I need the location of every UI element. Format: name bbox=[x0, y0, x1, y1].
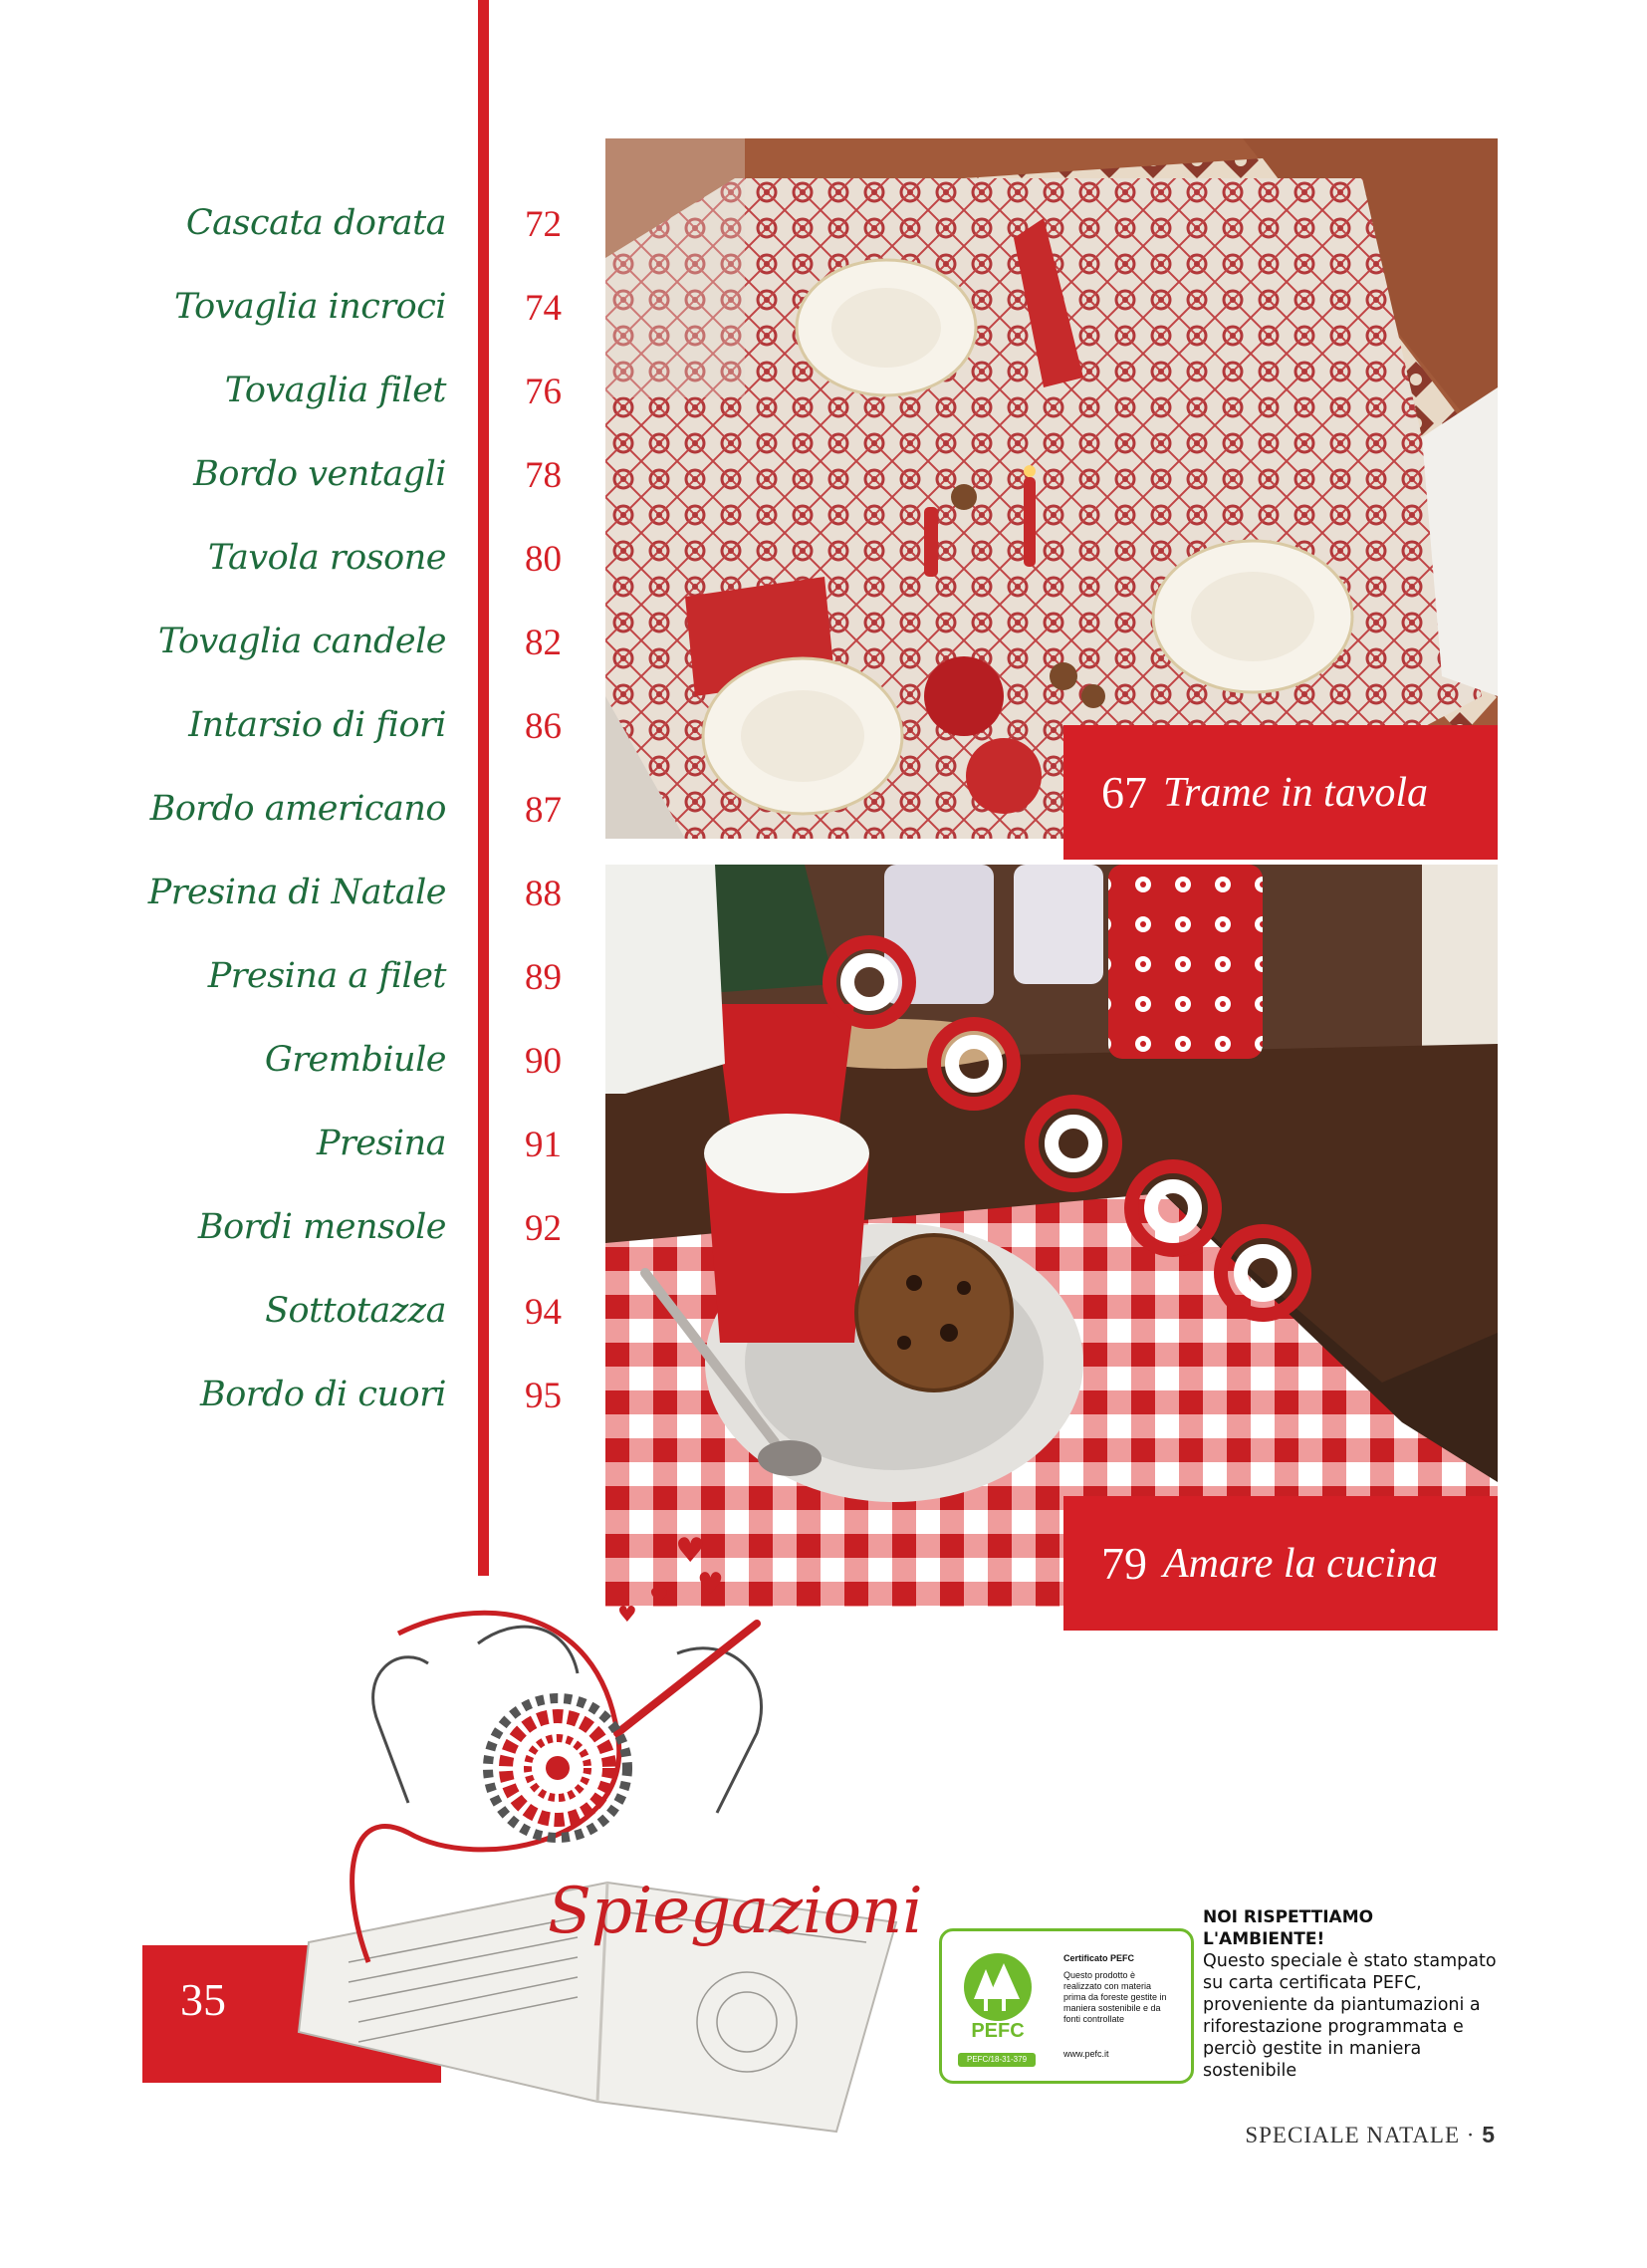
toc-entry-title: Bordo ventagli bbox=[193, 454, 446, 494]
toc-entry[interactable] bbox=[0, 371, 597, 430]
toc-entry[interactable] bbox=[0, 203, 597, 263]
toc-entry-title: Tovaglia filet bbox=[224, 371, 446, 410]
feature-title: Trame in tavola bbox=[1163, 769, 1429, 816]
feature-caption-trame[interactable] bbox=[1063, 725, 1498, 860]
feature-title: Amare la cucina bbox=[1163, 1540, 1439, 1587]
toc-entry-title: Tovaglia incroci bbox=[173, 287, 446, 327]
eco-heading-line: L'AMBIENTE! bbox=[1203, 1929, 1325, 1949]
toc-entry-page: 80 bbox=[525, 539, 562, 580]
pefc-certificate bbox=[939, 1928, 1194, 2084]
toc-entry-page: 94 bbox=[525, 1292, 562, 1333]
pefc-tree-icon bbox=[958, 1949, 1038, 2049]
toc-entry[interactable] bbox=[0, 956, 597, 1016]
pefc-cert-line: Questo prodotto è bbox=[1063, 1970, 1136, 1980]
pefc-logo-label: PEFC bbox=[971, 2020, 1025, 2042]
spiegazioni-logo-illustration bbox=[279, 1584, 936, 2142]
toc-entry-page: 82 bbox=[525, 623, 562, 663]
toc-entry-page: 78 bbox=[525, 455, 562, 496]
toc-entry[interactable] bbox=[0, 1040, 597, 1100]
toc-entry[interactable] bbox=[0, 454, 597, 514]
pefc-cert-line: maniera sostenibile e da bbox=[1063, 2003, 1161, 2013]
toc-entry-page: 91 bbox=[525, 1125, 562, 1165]
toc-entry[interactable] bbox=[0, 622, 597, 681]
toc-entry-page: 86 bbox=[525, 706, 562, 747]
pefc-code: PEFC/18-31-379 bbox=[958, 2053, 1036, 2067]
toc-entry-title: Presina bbox=[316, 1124, 446, 1163]
toc-entry-title: Bordo di cuori bbox=[200, 1375, 446, 1414]
toc-entry-title: Presina a filet bbox=[207, 956, 446, 996]
svg-text:♥: ♥ bbox=[617, 1603, 637, 1628]
toc-entry[interactable] bbox=[0, 873, 597, 932]
toc-entry-page: 95 bbox=[525, 1376, 562, 1416]
pefc-cert-line: fonti controllate bbox=[1063, 2014, 1125, 2024]
toc-entry[interactable] bbox=[0, 705, 597, 765]
toc-entry-title: Cascata dorata bbox=[185, 203, 446, 243]
toc-entry[interactable] bbox=[0, 1207, 597, 1267]
toc-entry[interactable] bbox=[0, 1124, 597, 1183]
toc-entry-page: 72 bbox=[525, 204, 562, 245]
toc-entry-page: 89 bbox=[525, 957, 562, 998]
toc-entry-page: 90 bbox=[525, 1041, 562, 1082]
page-footer bbox=[1245, 2122, 1496, 2148]
toc-entry-page: 76 bbox=[525, 372, 562, 412]
toc-entry-page: 87 bbox=[525, 790, 562, 831]
eco-heading bbox=[1203, 1906, 1502, 1950]
toc-entry[interactable] bbox=[0, 1291, 597, 1351]
spiegazioni-page-number: 35 bbox=[180, 1974, 226, 2025]
toc-entry-title: Sottotazza bbox=[265, 1291, 446, 1331]
svg-text:♥: ♥ bbox=[675, 1531, 706, 1571]
toc-entry-title: Grembiule bbox=[264, 1040, 446, 1080]
toc-entry[interactable] bbox=[0, 789, 597, 849]
pefc-cert-title: Certificato PEFC bbox=[1063, 1953, 1135, 1963]
toc-entry-title: Bordo americano bbox=[149, 789, 446, 829]
spiegazioni-logo-text: Spiegazioni bbox=[548, 1875, 923, 1948]
toc-entry-title: Tavola rosone bbox=[207, 538, 446, 578]
footer-separator: · bbox=[1466, 2123, 1476, 2147]
toc-entry-title: Tovaglia candele bbox=[157, 622, 446, 661]
toc-entry[interactable] bbox=[0, 1375, 597, 1434]
svg-text:♥: ♥ bbox=[697, 1567, 724, 1602]
toc-entry[interactable] bbox=[0, 538, 597, 598]
toc-entry-page: 92 bbox=[525, 1208, 562, 1249]
pefc-url: www.pefc.it bbox=[1063, 2049, 1109, 2059]
toc-entry-page: 74 bbox=[525, 288, 562, 329]
magazine-name: SPECIALE NATALE bbox=[1245, 2123, 1461, 2147]
toc-entry-title: Bordi mensole bbox=[197, 1207, 446, 1247]
feature-page-number: 79 bbox=[1101, 1538, 1147, 1589]
toc-entry-title: Presina di Natale bbox=[147, 873, 446, 912]
pefc-cert-line: prima da foreste gestite in bbox=[1063, 1992, 1167, 2002]
toc-entry[interactable] bbox=[0, 287, 597, 347]
feature-page-number: 67 bbox=[1101, 767, 1147, 818]
eco-heading-line: NOI RISPETTIAMO bbox=[1203, 1907, 1374, 1927]
toc-entry-title: Intarsio di fiori bbox=[188, 705, 446, 745]
toc-entry-page: 88 bbox=[525, 874, 562, 914]
eco-body-text: Questo speciale è stato stampato su carta certificata PEFC, proveniente da piantumazioni a riforestazione programmata e perciò gestite in maniera sostenibile bbox=[1203, 1951, 1497, 2081]
feature-caption-amare[interactable] bbox=[1063, 1496, 1498, 1631]
pefc-cert-line: realizzato con materia bbox=[1063, 1981, 1152, 1991]
page-number: 5 bbox=[1482, 2122, 1496, 2147]
svg-text:♥: ♥ bbox=[649, 1585, 669, 1610]
